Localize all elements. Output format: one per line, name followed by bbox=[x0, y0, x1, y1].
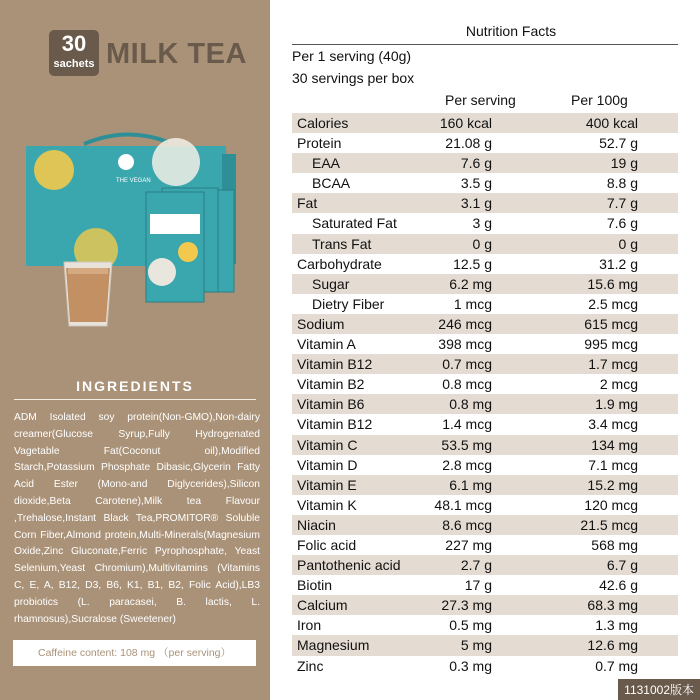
per-serving-value: 6.1 mg bbox=[449, 476, 492, 493]
nutrition-row bbox=[292, 555, 678, 575]
per-serving-value: 1 mcg bbox=[453, 295, 492, 312]
nutrition-row bbox=[292, 535, 678, 555]
per-100g-value: 0 g bbox=[618, 235, 638, 252]
nutrient-name: Biotin bbox=[297, 577, 333, 594]
nutrition-row bbox=[292, 615, 678, 635]
ingredients-divider bbox=[14, 399, 256, 400]
nutrient-name: Magnesium bbox=[297, 637, 370, 654]
per-100g-value: 7.7 g bbox=[606, 195, 638, 212]
nutrition-row bbox=[292, 113, 678, 133]
nutrition-row bbox=[292, 595, 678, 615]
per-serving-value: 3.5 g bbox=[460, 175, 492, 192]
box-label: THE VEGAN bbox=[116, 178, 151, 184]
per-100g-value: 995 mcg bbox=[584, 336, 638, 353]
nutrition-row bbox=[292, 354, 678, 374]
per-100g-value: 568 mg bbox=[591, 536, 638, 553]
product-photo bbox=[26, 132, 258, 332]
per-serving-value: 227 mg bbox=[445, 536, 492, 553]
nutrition-row bbox=[292, 575, 678, 595]
nutrient-name: Trans Fat bbox=[312, 235, 372, 252]
per-serving-value: 3.1 g bbox=[460, 195, 492, 212]
nutrient-name: Pantothenic acid bbox=[297, 557, 401, 574]
nutrient-name: Vitamin K bbox=[297, 496, 357, 513]
nutrient-name: Sugar bbox=[312, 275, 350, 292]
nutrition-row bbox=[292, 435, 678, 455]
per-100g-value: 19 g bbox=[610, 155, 638, 172]
per-serving-value: 0.7 mcg bbox=[442, 356, 492, 373]
nutrient-name: Vitamin B12 bbox=[297, 416, 373, 433]
per-100g-value: 615 mcg bbox=[584, 315, 638, 332]
per-serving-value: 3 g bbox=[472, 215, 492, 232]
nutrition-row bbox=[292, 635, 678, 655]
per-100g-value: 7.1 mcg bbox=[588, 456, 638, 473]
nutrient-name: Vitamin B6 bbox=[297, 396, 365, 413]
nutrition-row bbox=[292, 294, 678, 314]
nutrient-name: Vitamin D bbox=[297, 456, 358, 473]
nutrient-name: Protein bbox=[297, 135, 342, 152]
per-100g-value: 6.7 g bbox=[606, 557, 638, 574]
per-100g-value: 12.6 mg bbox=[587, 637, 638, 654]
nutrient-name: BCAA bbox=[312, 175, 351, 192]
nutrition-row bbox=[292, 455, 678, 475]
per-serving-value: 21.08 g bbox=[445, 135, 492, 152]
serving-size: Per 1 serving (40g) bbox=[292, 48, 412, 64]
per-serving-value: 27.3 mg bbox=[441, 597, 492, 614]
column-header-per-100g: Per 100g bbox=[571, 92, 628, 108]
nutrient-name: Vitamin B2 bbox=[297, 376, 365, 393]
nutrition-row bbox=[292, 656, 678, 676]
nutrition-row bbox=[292, 314, 678, 334]
nutrition-row bbox=[292, 475, 678, 495]
per-serving-value: 8.6 mcg bbox=[442, 516, 492, 533]
per-100g-value: 7.6 g bbox=[606, 215, 638, 232]
per-serving-value: 5 mg bbox=[460, 637, 492, 654]
nutrition-row bbox=[292, 394, 678, 414]
nutrient-name: Dietry Fiber bbox=[312, 295, 385, 312]
caffeine-content-note: Caffeine content: 108 mg （per serving） bbox=[13, 640, 256, 666]
per-100g-value: 8.8 g bbox=[606, 175, 638, 192]
per-serving-value: 2.7 g bbox=[460, 557, 492, 574]
per-100g-value: 134 mg bbox=[591, 436, 638, 453]
nutrient-name: Zinc bbox=[297, 657, 324, 674]
nutrient-name: Vitamin C bbox=[297, 436, 358, 453]
badge-unit: sachets bbox=[53, 58, 95, 70]
nutrient-name: EAA bbox=[312, 155, 341, 172]
per-100g-value: 31.2 g bbox=[599, 255, 638, 272]
sachet-count-badge bbox=[49, 30, 99, 76]
nutrient-name: Niacin bbox=[297, 516, 336, 533]
per-serving-value: 0.8 mcg bbox=[442, 376, 492, 393]
nutrition-row bbox=[292, 173, 678, 193]
nutrition-row bbox=[292, 414, 678, 434]
per-100g-value: 1.7 mcg bbox=[588, 356, 638, 373]
per-100g-value: 15.2 mg bbox=[587, 476, 638, 493]
badge-number: 30 bbox=[61, 31, 87, 56]
per-serving-value: 0.5 mg bbox=[449, 617, 492, 634]
per-100g-value: 15.6 mg bbox=[587, 275, 638, 292]
column-headers bbox=[292, 89, 678, 111]
nutrition-table bbox=[292, 113, 678, 676]
nutrition-row bbox=[292, 495, 678, 515]
per-100g-value: 0.7 mg bbox=[595, 657, 638, 674]
nutrient-name: Vitamin A bbox=[297, 336, 356, 353]
per-100g-value: 400 kcal bbox=[585, 115, 638, 131]
nutrition-row bbox=[292, 234, 678, 254]
per-100g-value: 52.7 g bbox=[599, 135, 638, 152]
per-100g-value: 2.5 mcg bbox=[588, 295, 638, 312]
nutrition-row bbox=[292, 213, 678, 233]
nutrient-name: Vitamin B12 bbox=[297, 356, 373, 373]
per-100g-value: 1.3 mg bbox=[595, 617, 638, 634]
nutrition-facts-panel bbox=[292, 14, 678, 111]
ingredients-title: INGREDIENTS bbox=[76, 378, 194, 394]
per-serving-value: 6.2 mg bbox=[449, 275, 492, 292]
per-serving-value: 17 g bbox=[464, 577, 492, 594]
servings-per-box: 30 servings per box bbox=[292, 70, 415, 86]
per-serving-value: 160 kcal bbox=[439, 115, 492, 131]
per-100g-value: 21.5 mcg bbox=[580, 516, 638, 533]
per-serving-value: 398 mcg bbox=[438, 336, 492, 353]
nutrient-name: Carbohydrate bbox=[297, 255, 382, 272]
per-100g-value: 3.4 mcg bbox=[588, 416, 638, 433]
per-serving-value: 12.5 g bbox=[453, 255, 492, 272]
product-name: MILK TEA bbox=[106, 38, 247, 70]
per-serving-value: 0.8 mg bbox=[449, 396, 492, 413]
nutrient-name: Sodium bbox=[297, 315, 345, 332]
per-serving-value: 2.8 mcg bbox=[442, 456, 492, 473]
per-100g-value: 1.9 mg bbox=[595, 396, 638, 413]
nutrition-row bbox=[292, 374, 678, 394]
per-serving-value: 0.3 mg bbox=[449, 657, 492, 674]
per-serving-value: 246 mcg bbox=[438, 315, 492, 332]
nutrition-row bbox=[292, 254, 678, 274]
nutrition-row bbox=[292, 193, 678, 213]
nutrient-name: Fat bbox=[297, 195, 318, 212]
nutrition-row bbox=[292, 334, 678, 354]
per-serving-value: 48.1 mcg bbox=[434, 496, 492, 513]
per-serving-value: 53.5 mg bbox=[441, 436, 492, 453]
per-serving-value: 7.6 g bbox=[460, 155, 492, 172]
left-panel bbox=[0, 0, 270, 700]
column-header-per-serving: Per serving bbox=[445, 92, 516, 108]
per-100g-value: 120 mcg bbox=[584, 496, 638, 513]
nutrition-row bbox=[292, 515, 678, 535]
per-100g-value: 2 mcg bbox=[599, 376, 638, 393]
nutrient-name: Calcium bbox=[297, 597, 348, 614]
nutrient-name: Calories bbox=[297, 115, 349, 131]
nutrition-facts-title: Nutrition Facts bbox=[465, 23, 557, 39]
per-serving-value: 0 g bbox=[472, 235, 492, 252]
nutrient-name: Saturated Fat bbox=[312, 215, 397, 232]
version-label: 1131002版本 bbox=[618, 679, 700, 700]
nutrition-row bbox=[292, 153, 678, 173]
nutrition-row bbox=[292, 274, 678, 294]
nutrition-row bbox=[292, 133, 678, 153]
per-serving-value: 1.4 mcg bbox=[442, 416, 492, 433]
nutrient-name: Vitamin E bbox=[297, 476, 357, 493]
ingredients-text: ADM Isolated soy protein(Non-GMO),Non-dairy creamer(Glucose Syrup,Fully Hydrogenated Vagetable Fat(Coconut oil),Modified Starch,Potassium Phosphate Dibasic,Glycerin Fatty Acid Ester (Mono-and Diglycerides),Silicon dioxide,Beta Carotene),Milk tea Flavour ,Trehalose,Instant Black Tea,PROMITOR® Soluble Corn Fiber,Almond protein,Multi-Minerals(Magnesium Oxide,Zinc Gluconate,Ferric Pyrophosphate, Yeast Selenium,Yeast Chromium),Multivitamins (Vitamins C, E, A, B12, D3, B6, K1, B1, B2, Folic Acid),LB3 probiotics (L. paracasei, B. lactis, L. rhamnosus),Sucralose (Sweetener) bbox=[14, 412, 260, 625]
per-100g-value: 68.3 mg bbox=[587, 597, 638, 614]
nutrient-name: Iron bbox=[297, 617, 322, 634]
per-100g-value: 42.6 g bbox=[599, 577, 638, 594]
nutrient-name: Folic acid bbox=[297, 536, 357, 553]
